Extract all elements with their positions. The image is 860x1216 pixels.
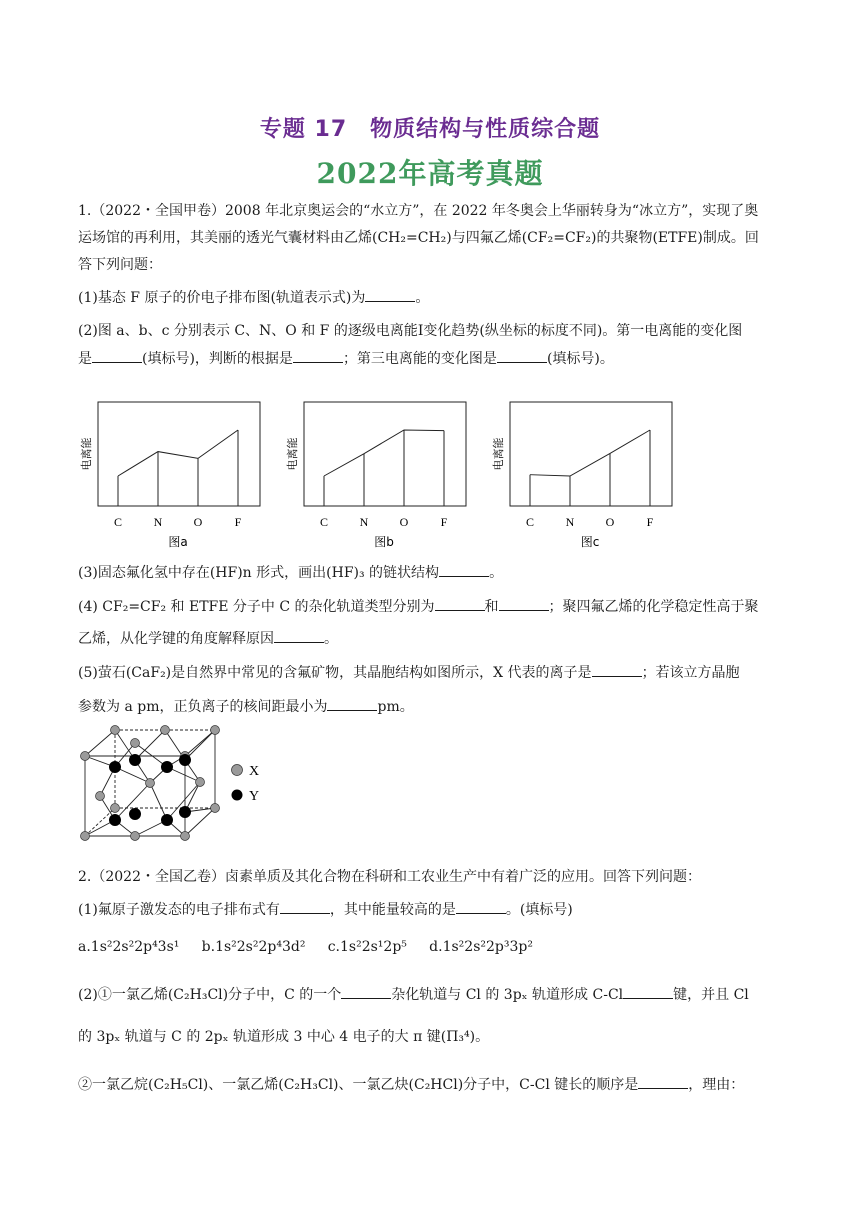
q2-part2-text-2: 杂化轨道与 Cl 的 3pₓ 轨道形成 C-Cl: [391, 987, 624, 1003]
chart-tick-label: F: [440, 515, 448, 529]
chart-tick-label: C: [113, 515, 123, 529]
option-d: d.1s²2s²2p³3p²: [429, 939, 533, 955]
answer-blank: [592, 662, 642, 677]
answer-blank: [293, 348, 343, 363]
q1-part3: [78, 560, 790, 587]
ionization-charts: [76, 398, 696, 550]
q2-part2-line3: [78, 1072, 790, 1099]
answer-blank: [327, 696, 377, 711]
answer-blank: [341, 984, 391, 999]
legend-x-label: X: [249, 764, 260, 779]
answer-blank: [365, 287, 415, 302]
chart-tick-label: N: [153, 515, 163, 529]
chart-ylabel: 电离能: [80, 437, 93, 471]
answer-blank: [499, 596, 549, 611]
answer-blank: [623, 984, 673, 999]
q1-part4-text-1: (4) CF₂=CF₂ 和 ETFE 分子中 C 的杂化轨道类型分别为: [78, 599, 435, 615]
q1-part1-text: (1)基态 F 原子的价电子排布图(轨道表示式)为: [78, 290, 366, 306]
answer-blank: [497, 348, 547, 363]
q1-part4-text-5: 。: [324, 631, 338, 647]
q1-intro-line2: 运场馆的再利用，其美丽的透光气囊材料由乙烯(CH₂=CH₂)与四氟乙烯(CF₂=CF₂)的共聚物(ETFE)制成。回: [78, 230, 759, 246]
q2-part1: [78, 897, 790, 924]
q1-part5-line2: [78, 694, 790, 721]
chart-tick-label: O: [399, 515, 409, 529]
chart-tick-label: O: [193, 515, 203, 529]
q1-part5-text-1: (5)萤石(CaF₂)是自然界中常见的含氟矿物，其晶胞结构如图所示，X 代表的离子是: [78, 665, 592, 681]
legend-y-marker: [232, 790, 243, 801]
chart-tick-label: O: [605, 515, 615, 529]
q1-part4-text-3: ；聚四氟乙烯的化学稳定性高于聚: [548, 599, 759, 615]
q1-part5-text-4: pm。: [377, 699, 414, 715]
chart-tick-label: N: [359, 515, 369, 529]
answer-blank: [274, 628, 324, 643]
chart-ylabel: 电离能: [286, 437, 299, 471]
chart-series-line: [530, 430, 650, 476]
chart-frame: [510, 402, 672, 506]
chart-frame: [98, 402, 260, 506]
q1-part2-line2: [78, 346, 790, 373]
q2-part2-text-1: (2)①一氯乙烯(C₂H₃Cl)分子中，C 的一个: [78, 987, 342, 1003]
q1-part4-text-2: 和: [484, 599, 499, 615]
q1-part5-line1: [78, 660, 790, 687]
legend-y-label: Y: [249, 789, 260, 804]
q1-part4-line1: [78, 594, 790, 621]
chart-tick-label: F: [234, 515, 242, 529]
q2-part2-text-3: 键，并且 Cl: [673, 987, 749, 1003]
q1-part3-end: 。: [489, 565, 504, 581]
answer-blank: [439, 562, 489, 577]
q2-part2-line1: [78, 982, 790, 1009]
q1-intro-line3: 答下列问题：: [78, 257, 162, 273]
q1-part2-line1: (2)图 a、b、c 分别表示 C、N、O 和 F 的逐级电离能Ⅰ变化趋势(纵坐标的标度不同)。第一电离能的变化图: [78, 323, 743, 339]
q2-part1-text-1: (1)氟原子激发态的电子排布式有: [78, 902, 280, 918]
q2-part1-text-3: 。(填标号): [505, 902, 573, 918]
q2-part2-text-4: ②一氯乙烷(C₂H₅Cl)、一氯乙烯(C₂H₃Cl)、一氯乙炔(C₂HCl)分子中，C-Cl 键长的顺序是: [78, 1077, 639, 1093]
q1-part5-text-2: ；若该立方晶胞: [641, 665, 740, 681]
page-title: 专题 17 物质结构与性质综合题: [259, 117, 601, 142]
chart-ylabel: 电离能: [492, 437, 505, 471]
answer-blank: [638, 1074, 688, 1089]
option-b: b.1s²2s²2p⁴3d²: [201, 939, 306, 955]
answer-blank: [280, 899, 330, 914]
chart-tick-label: C: [319, 515, 329, 529]
q1-part1: [78, 285, 790, 312]
q2-intro: 2.（2022・全国乙卷）卤素单质及其化合物在科研和工农业生产中有着广泛的应用。回答下列问题：: [78, 869, 701, 885]
page-subtitle: 2022年高考真题: [316, 157, 544, 190]
q1-part2-text-3: ；第三电离能的变化图是: [342, 351, 497, 367]
q1-part5-text-3: 参数为 a pm，正负离子的核间距最小为: [78, 699, 328, 715]
legend-x-marker: [232, 765, 243, 776]
option-c: c.1s²2s¹2p⁵: [327, 939, 407, 955]
answer-blank: [92, 348, 142, 363]
q1-part4-text-4: 乙烯，从化学键的角度解释原因: [78, 631, 274, 647]
q1-part2-text-4: (填标号)。: [546, 351, 614, 367]
chart-caption: 图b: [374, 535, 394, 549]
q2-options: [78, 934, 790, 961]
q1-part2-text-1: 是: [78, 351, 92, 367]
chart-tick-label: N: [565, 515, 575, 529]
answer-blank: [435, 596, 485, 611]
chart-series-line: [118, 430, 238, 476]
q2-part2-line2: 的 3pₓ 轨道与 C 的 2pₓ 轨道形成 3 中心 4 电子的大 π 键(Π₃⁴)。: [78, 1029, 490, 1045]
answer-blank: [456, 899, 506, 914]
q1-part3-text: (3)固态氟化氢中存在(HF)n 形式，画出(HF)₃ 的链状结构: [78, 565, 440, 581]
q1-part4-line2: [78, 626, 790, 653]
q1-intro-line1: 1.（2022・全国甲卷）2008 年北京奥运会的“水立方”，在 2022 年冬奥会上华丽转身为“冰立方”，实现了奥: [78, 203, 759, 219]
chart-caption: 图a: [168, 535, 188, 549]
chart-caption: 图c: [580, 535, 600, 549]
fluorite-unit-cell-diagram: [75, 722, 285, 848]
option-a: a.1s²2s²2p⁴3s¹: [78, 939, 180, 955]
q1-part1-end: 。: [415, 290, 430, 306]
chart-tick-label: C: [525, 515, 535, 529]
q2-part2-text-5: ，理由：: [688, 1077, 745, 1093]
chart-series-line: [324, 430, 444, 476]
q2-part1-text-2: ，其中能量较高的是: [329, 902, 456, 918]
chart-frame: [304, 402, 466, 506]
chart-tick-label: F: [646, 515, 654, 529]
q1-part2-text-2: (填标号)，判断的根据是: [142, 351, 293, 367]
